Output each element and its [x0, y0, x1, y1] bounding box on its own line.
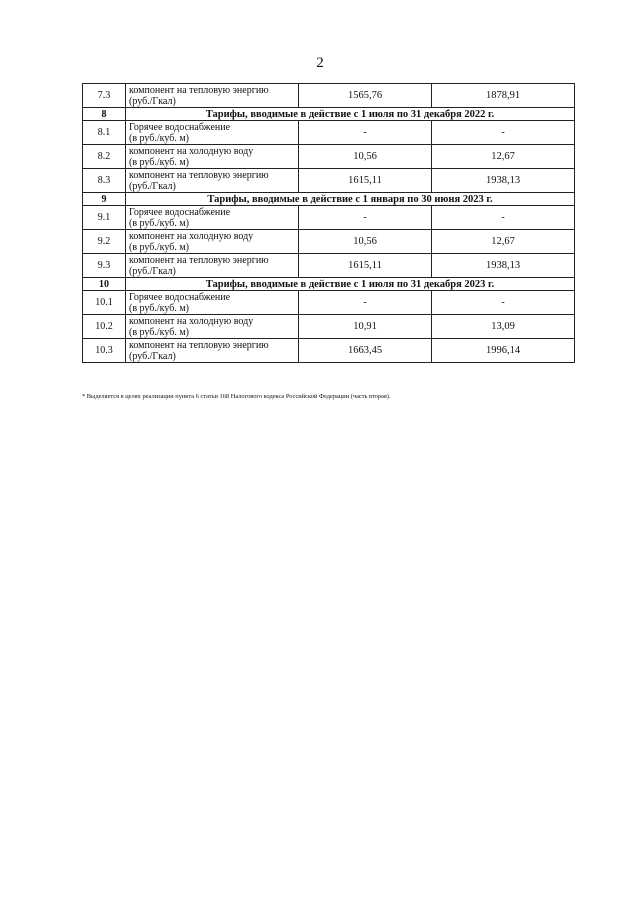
period-title: Тарифы, вводимые в действие с 1 января по 30 июня 2023 г. [126, 193, 575, 206]
tariff-component-name [126, 254, 299, 278]
tariff-table-body [83, 84, 575, 363]
tariff-table [82, 83, 575, 363]
row-number: 8.1 [83, 121, 126, 145]
tariff-value-1: 10,56 [299, 230, 432, 254]
component-name-line: компонент на тепловую энергию [129, 169, 269, 181]
tariff-value-2: 1938,13 [432, 254, 575, 278]
tariff-value-1: 10,91 [299, 315, 432, 339]
component-name-line: Горячее водоснабжение [129, 121, 231, 133]
component-name-line: компонент на тепловую энергию [129, 339, 269, 351]
tariff-row [83, 169, 575, 193]
tariff-value-1: 10,56 [299, 145, 432, 169]
tariff-value-2: 1878,91 [432, 84, 575, 108]
tariff-period-header-row [83, 193, 575, 206]
tariff-row [83, 254, 575, 278]
tariff-value-2: 1938,13 [432, 169, 575, 193]
tariff-value-1: 1615,11 [299, 169, 432, 193]
tariff-value-2: 12,67 [432, 145, 575, 169]
tariff-value-1: 1565,76 [299, 84, 432, 108]
period-title: Тарифы, вводимые в действие с 1 июля по 31 декабря 2023 г. [126, 278, 575, 291]
period-number: 8 [83, 108, 126, 121]
component-unit-line: (в руб./куб. м) [129, 241, 189, 253]
component-unit-line: (в руб./куб. м) [129, 132, 189, 144]
tariff-row [83, 315, 575, 339]
row-number: 10.3 [83, 339, 126, 363]
component-name-line: Горячее водоснабжение [129, 291, 231, 303]
component-name-line: компонент на тепловую энергию [129, 84, 269, 96]
component-unit-line: (в руб./куб. м) [129, 302, 189, 314]
footnote: * Выделяется в целях реализации пункта 6 статьи 168 Налогового кодекса Российской Федерации (часть вторая). [82, 393, 391, 400]
tariff-value-2: - [432, 291, 575, 315]
tariff-component-name [126, 230, 299, 254]
row-number: 10.2 [83, 315, 126, 339]
component-unit-line: (в руб./куб. м) [129, 156, 189, 168]
component-name-line: Горячее водоснабжение [129, 206, 231, 218]
tariff-component-name [126, 291, 299, 315]
row-number: 10.1 [83, 291, 126, 315]
period-title: Тарифы, вводимые в действие с 1 июля по 31 декабря 2022 г. [126, 108, 575, 121]
tariff-value-1: - [299, 206, 432, 230]
tariff-value-1: 1663,45 [299, 339, 432, 363]
tariff-period-header-row [83, 278, 575, 291]
component-name-line: компонент на холодную воду [129, 315, 254, 327]
component-name-line: компонент на холодную воду [129, 145, 254, 157]
component-unit-line: (в руб./куб. м) [129, 217, 189, 229]
component-unit-line: (руб./Гкал) [129, 95, 176, 107]
tariff-value-2: - [432, 121, 575, 145]
tariff-component-name [126, 121, 299, 145]
tariff-component-name [126, 339, 299, 363]
row-number: 8.2 [83, 145, 126, 169]
tariff-component-name [126, 206, 299, 230]
tariff-value-2: - [432, 206, 575, 230]
tariff-component-name [126, 315, 299, 339]
tariff-row [83, 145, 575, 169]
component-name-line: компонент на тепловую энергию [129, 254, 269, 266]
tariff-period-header-row [83, 108, 575, 121]
tariff-component-name [126, 169, 299, 193]
row-number: 8.3 [83, 169, 126, 193]
period-number: 10 [83, 278, 126, 291]
tariff-component-name [126, 84, 299, 108]
tariff-row [83, 230, 575, 254]
component-unit-line: (руб./Гкал) [129, 350, 176, 362]
row-number: 7.3 [83, 84, 126, 108]
row-number: 9.2 [83, 230, 126, 254]
row-number: 9.1 [83, 206, 126, 230]
tariff-row [83, 121, 575, 145]
page-number: 2 [316, 55, 324, 71]
component-unit-line: (в руб./куб. м) [129, 326, 189, 338]
component-unit-line: (руб./Гкал) [129, 180, 176, 192]
tariff-value-1: 1615,11 [299, 254, 432, 278]
component-name-line: компонент на холодную воду [129, 230, 254, 242]
tariff-value-2: 12,67 [432, 230, 575, 254]
period-number: 9 [83, 193, 126, 206]
tariff-row [83, 84, 575, 108]
tariff-row [83, 291, 575, 315]
tariff-row [83, 206, 575, 230]
tariff-value-1: - [299, 291, 432, 315]
tariff-value-2: 13,09 [432, 315, 575, 339]
tariff-value-1: - [299, 121, 432, 145]
tariff-component-name [126, 145, 299, 169]
component-unit-line: (руб./Гкал) [129, 265, 176, 277]
tariff-row [83, 339, 575, 363]
row-number: 9.3 [83, 254, 126, 278]
tariff-value-2: 1996,14 [432, 339, 575, 363]
